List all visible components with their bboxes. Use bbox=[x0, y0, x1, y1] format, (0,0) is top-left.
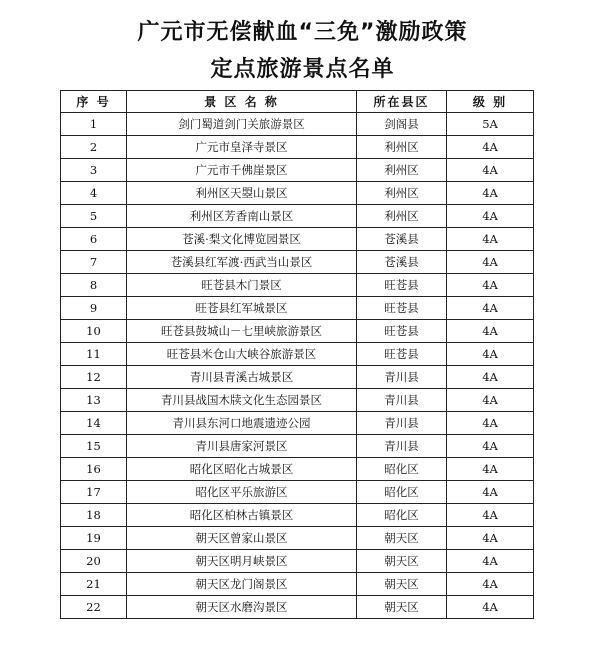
table-row bbox=[61, 297, 534, 320]
cell-county: 利州区 bbox=[357, 136, 447, 159]
cell-index: 12 bbox=[61, 366, 127, 389]
cell-grade: 4A bbox=[447, 297, 534, 320]
cell-county: 苍溪县 bbox=[357, 228, 447, 251]
cell-scenic-name: 昭化区柏林古镇景区 bbox=[127, 504, 357, 527]
cell-grade: 4A bbox=[447, 596, 534, 619]
cell-index: 13 bbox=[61, 389, 127, 412]
cell-grade: 4A bbox=[447, 504, 534, 527]
cell-scenic-name: 苍溪县红军渡·西武当山景区 bbox=[127, 251, 357, 274]
cell-index: 9 bbox=[61, 297, 127, 320]
cell-index: 1 bbox=[61, 113, 127, 136]
cell-county: 青川县 bbox=[357, 366, 447, 389]
cell-index: 18 bbox=[61, 504, 127, 527]
table-row bbox=[61, 366, 534, 389]
cell-scenic-name: 朝天区明月峡景区 bbox=[127, 550, 357, 573]
cell-scenic-name: 青川县战国木牍文化生态园景区 bbox=[127, 389, 357, 412]
cell-county: 剑阁县 bbox=[357, 113, 447, 136]
table-body bbox=[61, 113, 534, 619]
cell-scenic-name: 青川县唐家河景区 bbox=[127, 435, 357, 458]
table-row bbox=[61, 412, 534, 435]
table-row bbox=[61, 136, 534, 159]
cell-grade: 4A bbox=[447, 458, 534, 481]
header-index: 序 号 bbox=[61, 91, 127, 113]
cell-county: 青川县 bbox=[357, 435, 447, 458]
table-row bbox=[61, 113, 534, 136]
cell-grade: 4A bbox=[447, 366, 534, 389]
cell-scenic-name: 昭化区昭化古城景区 bbox=[127, 458, 357, 481]
cell-index: 2 bbox=[61, 136, 127, 159]
table-row bbox=[61, 228, 534, 251]
cell-scenic-name: 朝天区龙门阁景区 bbox=[127, 573, 357, 596]
header-grade: 级 别 bbox=[447, 91, 534, 113]
cell-index: 11 bbox=[61, 343, 127, 366]
table-row bbox=[61, 182, 534, 205]
cell-county: 苍溪县 bbox=[357, 251, 447, 274]
table-row bbox=[61, 320, 534, 343]
cell-county: 昭化区 bbox=[357, 458, 447, 481]
table-row bbox=[61, 343, 534, 366]
cell-grade: 4A bbox=[447, 136, 534, 159]
cell-scenic-name: 昭化区平乐旅游区 bbox=[127, 481, 357, 504]
scenic-spot-table bbox=[60, 90, 534, 619]
header-scenic-name: 景 区 名 称 bbox=[127, 91, 357, 113]
cell-index: 16 bbox=[61, 458, 127, 481]
cell-grade: 4A bbox=[447, 527, 534, 550]
cell-grade: 4A bbox=[447, 412, 534, 435]
cell-grade: 4A bbox=[447, 481, 534, 504]
cell-scenic-name: 青川县东河口地震遗迹公园 bbox=[127, 412, 357, 435]
table-row bbox=[61, 205, 534, 228]
cell-county: 利州区 bbox=[357, 159, 447, 182]
cell-county: 昭化区 bbox=[357, 504, 447, 527]
cell-grade: 4A bbox=[447, 251, 534, 274]
cell-index: 20 bbox=[61, 550, 127, 573]
cell-scenic-name: 旺苍县鼓城山－七里峡旅游景区 bbox=[127, 320, 357, 343]
cell-county: 朝天区 bbox=[357, 550, 447, 573]
cell-county: 旺苍县 bbox=[357, 297, 447, 320]
table-row bbox=[61, 159, 534, 182]
cell-grade: 4A bbox=[447, 274, 534, 297]
document-title-line-2: 定点旅游景点名单 bbox=[210, 57, 395, 82]
table-row bbox=[61, 389, 534, 412]
cell-county: 利州区 bbox=[357, 182, 447, 205]
cell-index: 22 bbox=[61, 596, 127, 619]
table-row bbox=[61, 550, 534, 573]
cell-scenic-name: 旺苍县木门景区 bbox=[127, 274, 357, 297]
cell-index: 17 bbox=[61, 481, 127, 504]
cell-scenic-name: 苍溪·梨文化博览园景区 bbox=[127, 228, 357, 251]
table-row bbox=[61, 274, 534, 297]
cell-index: 3 bbox=[61, 159, 127, 182]
cell-index: 7 bbox=[61, 251, 127, 274]
cell-index: 14 bbox=[61, 412, 127, 435]
cell-county: 旺苍县 bbox=[357, 343, 447, 366]
cell-county: 利州区 bbox=[357, 205, 447, 228]
cell-index: 8 bbox=[61, 274, 127, 297]
table-row bbox=[61, 435, 534, 458]
cell-county: 青川县 bbox=[357, 389, 447, 412]
cell-scenic-name: 广元市千佛崖景区 bbox=[127, 159, 357, 182]
cell-scenic-name: 旺苍县米仓山大峡谷旅游景区 bbox=[127, 343, 357, 366]
cell-grade: 4A bbox=[447, 182, 534, 205]
cell-scenic-name: 青川县青溪古城景区 bbox=[127, 366, 357, 389]
cell-grade: 4A bbox=[447, 389, 534, 412]
cell-grade: 5A bbox=[447, 113, 534, 136]
cell-index: 6 bbox=[61, 228, 127, 251]
cell-index: 4 bbox=[61, 182, 127, 205]
cell-county: 朝天区 bbox=[357, 573, 447, 596]
cell-scenic-name: 利州区芳香南山景区 bbox=[127, 205, 357, 228]
cell-county: 旺苍县 bbox=[357, 320, 447, 343]
document-title-line-1: 广元市无偿献血“三免”激励政策 bbox=[137, 20, 468, 45]
cell-scenic-name: 朝天区曾家山景区 bbox=[127, 527, 357, 550]
cell-index: 5 bbox=[61, 205, 127, 228]
cell-grade: 4A bbox=[447, 205, 534, 228]
table-row bbox=[61, 481, 534, 504]
cell-county: 朝天区 bbox=[357, 596, 447, 619]
table-row bbox=[61, 573, 534, 596]
cell-county: 青川县 bbox=[357, 412, 447, 435]
cell-grade: 4A bbox=[447, 550, 534, 573]
cell-grade: 4A bbox=[447, 343, 534, 366]
cell-scenic-name: 旺苍县红军城景区 bbox=[127, 297, 357, 320]
cell-index: 15 bbox=[61, 435, 127, 458]
cell-grade: 4A bbox=[447, 435, 534, 458]
cell-county: 昭化区 bbox=[357, 481, 447, 504]
table-row bbox=[61, 504, 534, 527]
cell-grade: 4A bbox=[447, 159, 534, 182]
header-county: 所在县区 bbox=[357, 91, 447, 113]
cell-index: 21 bbox=[61, 573, 127, 596]
cell-scenic-name: 朝天区水磨沟景区 bbox=[127, 596, 357, 619]
cell-scenic-name: 广元市皇泽寺景区 bbox=[127, 136, 357, 159]
table-row bbox=[61, 527, 534, 550]
cell-grade: 4A bbox=[447, 228, 534, 251]
table-row bbox=[61, 458, 534, 481]
cell-county: 旺苍县 bbox=[357, 274, 447, 297]
cell-grade: 4A bbox=[447, 573, 534, 596]
cell-index: 19 bbox=[61, 527, 127, 550]
cell-index: 10 bbox=[61, 320, 127, 343]
cell-scenic-name: 剑门蜀道剑门关旅游景区 bbox=[127, 113, 357, 136]
cell-grade: 4A bbox=[447, 320, 534, 343]
table-row bbox=[61, 251, 534, 274]
table-header-row bbox=[61, 91, 534, 113]
table-row bbox=[61, 596, 534, 619]
cell-scenic-name: 利州区天曌山景区 bbox=[127, 182, 357, 205]
cell-county: 朝天区 bbox=[357, 527, 447, 550]
